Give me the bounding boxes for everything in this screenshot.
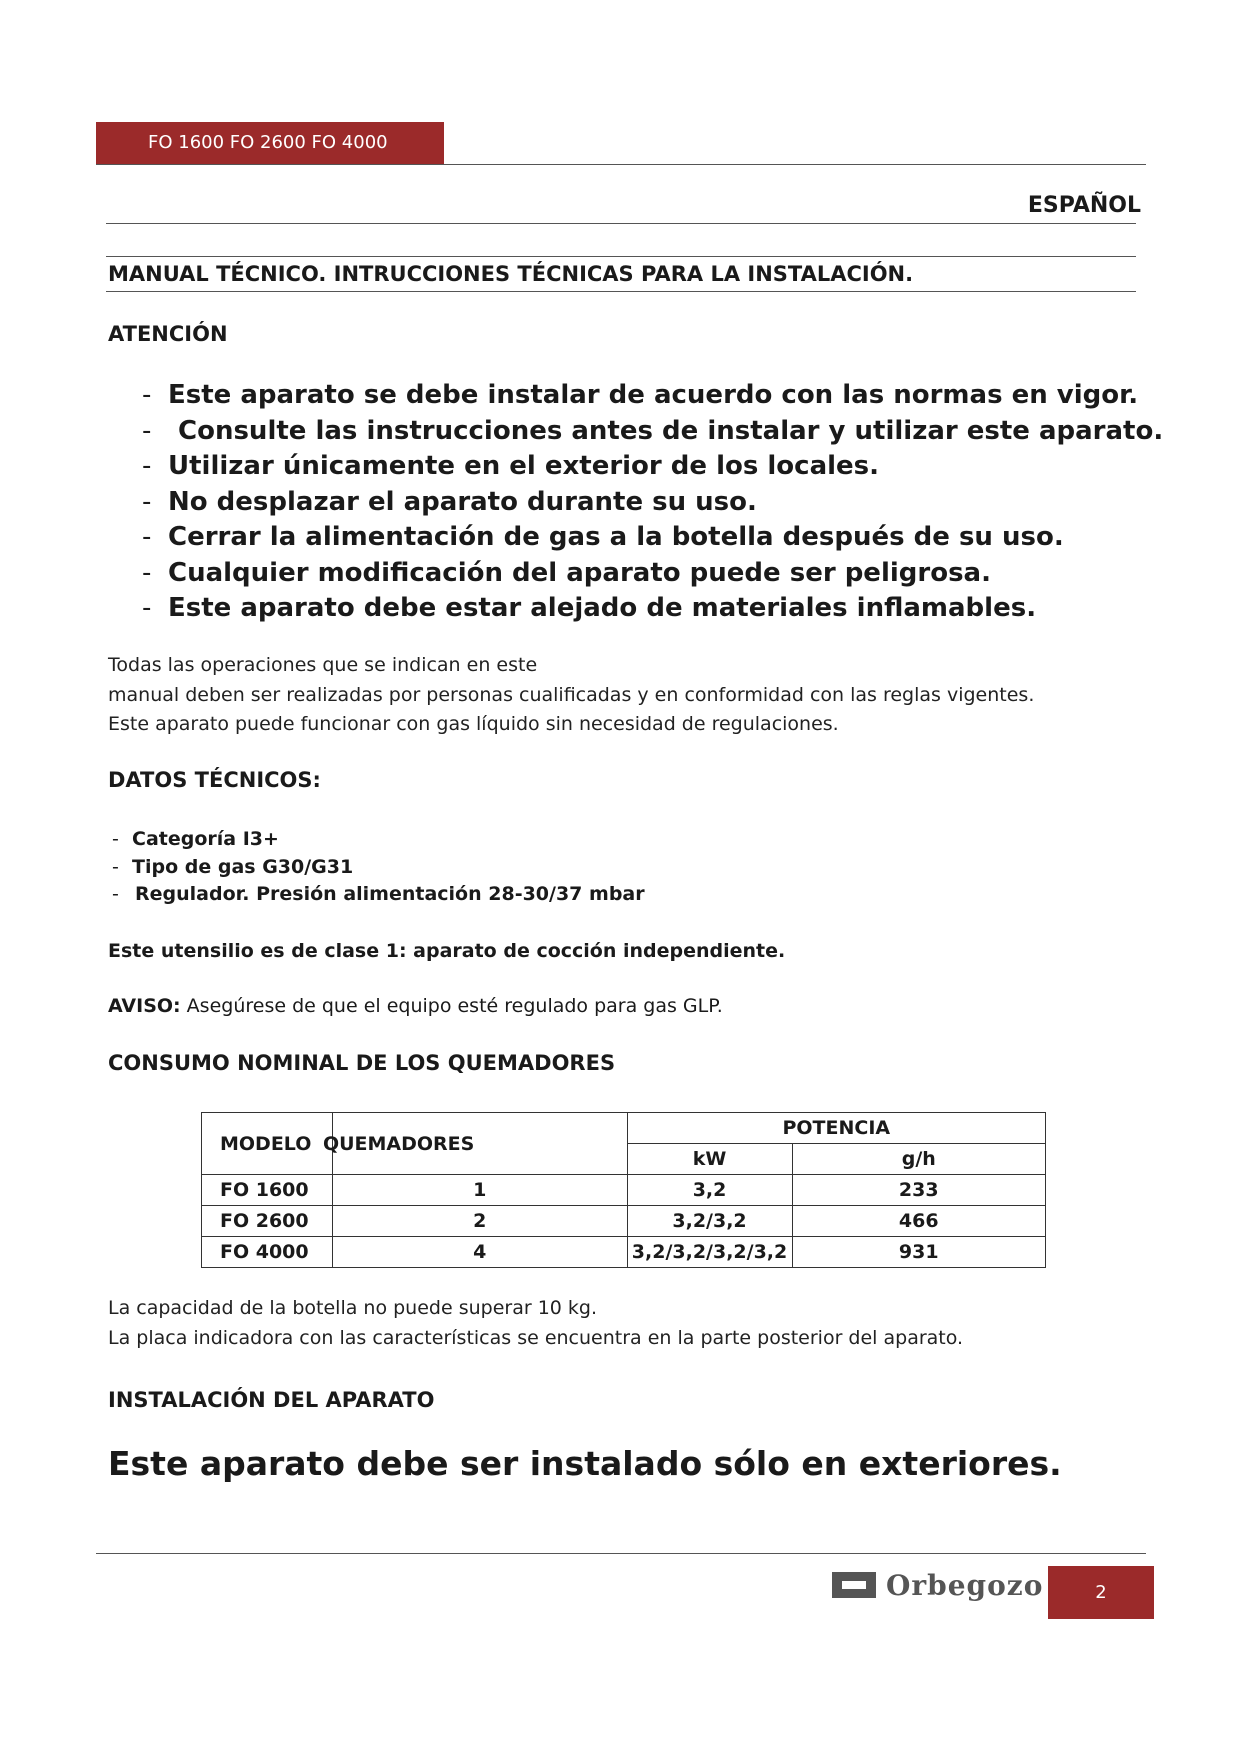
table-row — [202, 1237, 1046, 1268]
language-rule — [106, 223, 1136, 224]
list-item: - Tipo de gas G30/G31 — [112, 855, 354, 878]
title-rule-top — [106, 256, 1136, 257]
list-item: - Cualquier modificación del aparato puede ser peligrosa. — [142, 557, 991, 588]
list-item: - Consulte las instrucciones antes de instalar y utilizar este aparato. — [142, 415, 1164, 446]
brand-name: Orbegozo — [886, 1568, 1044, 1602]
aviso-label: AVISO: — [108, 995, 181, 1017]
header-modelo: MODELO — [202, 1113, 333, 1175]
list-item: - Categoría I3+ — [112, 828, 279, 850]
brand-logo — [832, 1568, 1043, 1602]
list-item: - Este aparato se debe instalar de acuerdo con las normas en vigor. — [142, 380, 1139, 410]
cell-gh: 931 — [792, 1237, 1045, 1268]
cell-quemadores: 4 — [332, 1237, 627, 1268]
attention-list — [142, 378, 1163, 627]
tech-data-heading: DATOS TÉCNICOS: — [108, 768, 321, 792]
table-row — [202, 1206, 1046, 1237]
cell-kw: 3,2/3,2 — [627, 1206, 792, 1237]
header-potencia: POTENCIA — [627, 1113, 1045, 1144]
cell-modelo: FO 2600 — [202, 1206, 333, 1237]
page-number: 2 — [1048, 1566, 1154, 1619]
manual-title: MANUAL TÉCNICO. INTRUCCIONES TÉCNICAS PARA LA INSTALACIÓN. — [108, 262, 914, 286]
intro-line: Este aparato puede funcionar con gas líquido sin necesidad de regulaciones. — [108, 713, 839, 735]
bottle-paragraph — [108, 1294, 963, 1353]
title-rule-bottom — [106, 291, 1136, 292]
cell-quemadores: 2 — [332, 1206, 627, 1237]
brand-mark-icon — [832, 1572, 876, 1598]
list-item: - Utilizar únicamente en el exterior de los locales. — [142, 451, 880, 481]
class-note: Este utensilio es de clase 1: aparato de cocción independiente. — [108, 940, 786, 962]
cell-modelo: FO 1600 — [202, 1175, 333, 1206]
installation-note: Este aparato debe ser instalado sólo en exteriores. — [108, 1444, 1062, 1483]
list-item: - Cerrar la alimentación de gas a la botella después de su uso. — [142, 522, 1064, 552]
consumption-table — [201, 1112, 1046, 1268]
list-item: - Este aparato debe estar alejado de materiales inflamables. — [142, 593, 1037, 623]
header-rule — [96, 164, 1146, 165]
table-row — [202, 1175, 1046, 1206]
footer-rule — [96, 1553, 1146, 1554]
header-quemadores: QUEMADORES — [332, 1113, 627, 1175]
attention-heading: ATENCIÓN — [108, 322, 228, 346]
aviso-note — [108, 995, 723, 1017]
cell-modelo: FO 4000 — [202, 1237, 333, 1268]
tech-data-list — [112, 826, 645, 909]
cell-kw: 3,2 — [627, 1175, 792, 1206]
bottle-line: La capacidad de la botella no puede superar 10 kg. — [108, 1297, 598, 1319]
cell-gh: 466 — [792, 1206, 1045, 1237]
language-label: ESPAÑOL — [1027, 193, 1141, 218]
intro-line: manual deben ser realizadas por personas cualificadas y en conformidad con las reglas vigentes. — [108, 683, 1035, 706]
intro-line: Todas las operaciones que se indican en este — [108, 654, 538, 676]
header-gh: g/h — [792, 1144, 1045, 1175]
cell-quemadores: 1 — [332, 1175, 627, 1206]
cell-kw: 3,2/3,2/3,2/3,2 — [627, 1237, 792, 1268]
installation-heading: INSTALACIÓN DEL APARATO — [108, 1388, 435, 1412]
list-item: - Regulador. Presión alimentación 28-30/37 mbar — [112, 883, 645, 905]
header-models-tab: FO 1600 FO 2600 FO 4000 — [96, 122, 444, 164]
list-item: - No desplazar el aparato durante su uso. — [142, 486, 757, 517]
intro-paragraph — [108, 651, 1034, 740]
aviso-text: Asegúrese de que el equipo esté regulado para gas GLP. — [186, 995, 723, 1017]
header-kw: kW — [627, 1144, 792, 1175]
bottle-line: La placa indicadora con las características se encuentra en la parte posterior del aparato. — [108, 1326, 964, 1349]
consumption-heading: CONSUMO NOMINAL DE LOS QUEMADORES — [108, 1051, 616, 1075]
cell-gh: 233 — [792, 1175, 1045, 1206]
